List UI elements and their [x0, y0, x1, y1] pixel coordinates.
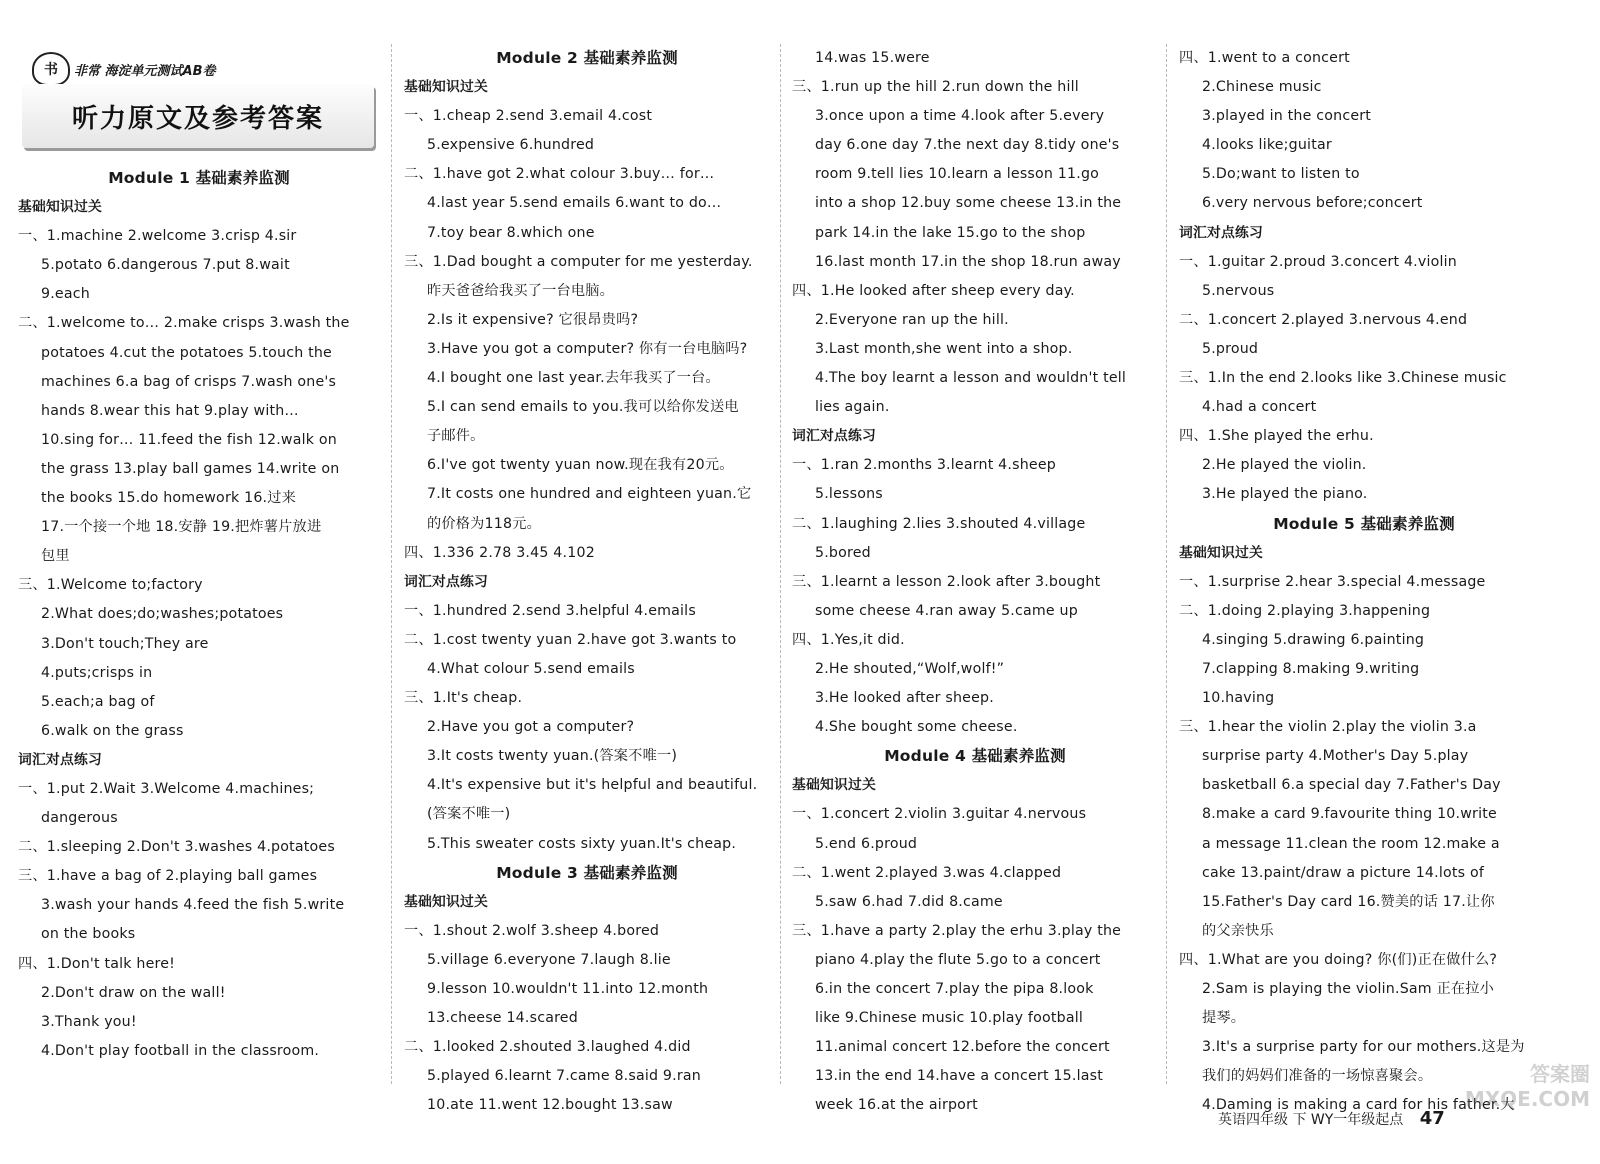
- answer-line: 一、1.ran 2.months 3.learnt 4.sheep: [792, 457, 1056, 474]
- answer-line: 5.lessons: [815, 486, 883, 503]
- answer-line: 5.played 6.learnt 7.came 8.said 9.ran: [427, 1068, 701, 1085]
- section-heading: 基础知识过关: [18, 199, 102, 216]
- answer-line: 4.She bought some cheese.: [815, 719, 1018, 736]
- answer-line: 11.animal concert 12.before the concert: [815, 1039, 1110, 1056]
- answer-line: 3.He looked after sheep.: [815, 690, 994, 707]
- answer-line: 2.Is it expensive? 它很昂贵吗?: [427, 311, 639, 328]
- answer-line: 4.I bought one last year.去年我买了一台。: [427, 370, 720, 387]
- answer-line: 一、1.hundred 2.send 3.helpful 4.emails: [404, 602, 696, 619]
- answer-line: 三、1.have a bag of 2.playing ball games: [18, 868, 318, 885]
- answer-line: hands 8.wear this hat 9.play with…: [41, 402, 299, 419]
- answer-line: 2.He played the violin.: [1202, 457, 1367, 474]
- answer-line: 二、1.looked 2.shouted 3.laughed 4.did: [404, 1039, 691, 1056]
- answer-line: some cheese 4.ran away 5.came up: [815, 602, 1078, 619]
- answer-line: 二、1.welcome to… 2.make crisps 3.wash the: [18, 315, 350, 332]
- module-heading: Module 1 基础素养监测: [108, 169, 290, 187]
- answer-line: the grass 13.play ball games 14.write on: [41, 460, 340, 477]
- answer-line: 二、1.went 2.played 3.was 4.clapped: [792, 864, 1062, 881]
- answer-line: 三、1.learnt a lesson 2.look after 3.bought: [792, 573, 1101, 590]
- answer-line: 四、1.He looked after sheep every day.: [792, 282, 1075, 299]
- section-heading: 基础知识过关: [1179, 544, 1263, 561]
- answer-line: potatoes 4.cut the potatoes 5.touch the: [41, 344, 332, 361]
- answer-line: 16.last month 17.in the shop 18.run away: [815, 253, 1121, 270]
- answer-line: 10.having: [1202, 690, 1275, 707]
- answer-line: 6.in the concert 7.play the pipa 8.look: [815, 981, 1094, 997]
- answer-line: 四、1.Don't talk here!: [18, 955, 176, 972]
- answer-line: 一、1.guitar 2.proud 3.concert 4.violin: [1179, 253, 1457, 270]
- answer-line: 3.Have you got a computer? 你有一台电脑吗?: [427, 340, 748, 357]
- answer-line: 四、1.336 2.78 3.45 4.102: [404, 544, 595, 561]
- answer-line: 4.Don't play football in the classroom.: [41, 1042, 320, 1059]
- answer-line: 10.sing for… 11.feed the fish 12.walk on: [41, 431, 337, 448]
- answer-line: 一、1.machine 2.welcome 3.crisp 4.sir: [18, 228, 297, 245]
- answer-line: 2.Don't draw on the wall!: [41, 984, 226, 1001]
- section-heading: 基础知识过关: [404, 79, 488, 96]
- answer-line: 4.Daming is making a card for his father.大: [1202, 1097, 1515, 1114]
- answer-line: day 6.one day 7.the next day 8.tidy one's: [815, 137, 1120, 154]
- answer-line: 2.Have you got a computer?: [427, 719, 635, 736]
- answer-line: (答案不唯一): [427, 806, 511, 823]
- answer-line: 3.It costs twenty yuan.(答案不唯一): [427, 748, 678, 765]
- page-footer: [1218, 1108, 1445, 1129]
- page-header: [18, 44, 378, 158]
- answer-line: park 14.in the lake 15.go to the shop: [815, 224, 1086, 241]
- answer-line: 4.last year 5.send emails 6.want to do…: [427, 195, 722, 212]
- answer-line: the books 15.do homework 16.过来: [41, 490, 297, 507]
- answer-line: 3.once upon a time 4.look after 5.every: [815, 108, 1105, 125]
- answer-line: 5.each;a bag of: [41, 693, 155, 710]
- watermark: 答案圈 MXQE.COM: [1464, 1062, 1590, 1111]
- answer-line: 一、1.put 2.Wait 3.Welcome 4.machines;: [18, 780, 315, 797]
- section-heading: 词汇对点练习: [792, 428, 876, 445]
- answer-line: 5.potato 6.dangerous 7.put 8.wait: [41, 257, 290, 274]
- answer-line: 6.I've got twenty yuan now.现在我有20元。: [427, 457, 734, 474]
- answer-line: 17.一个接一个地 18.安静 19.把炸薯片放进: [41, 519, 322, 536]
- section-heading: 基础知识过关: [404, 893, 488, 910]
- answer-line: 2.He shouted,“Wolf,wolf!”: [815, 660, 1005, 677]
- answer-line: 13.in the end 14.have a concert 15.last: [815, 1068, 1103, 1085]
- answer-line: 4.singing 5.drawing 6.painting: [1202, 631, 1425, 648]
- answer-line: 3.played in the concert: [1202, 108, 1372, 125]
- answer-line: 一、1.surprise 2.hear 3.special 4.message: [1179, 573, 1486, 590]
- answer-line: 四、1.Yes,it did.: [792, 631, 905, 648]
- answer-line: 6.very nervous before;concert: [1202, 195, 1423, 212]
- answer-line: 3.He played the piano.: [1202, 486, 1368, 503]
- answer-line: 三、1.It's cheap.: [404, 690, 523, 707]
- answer-line: 3.Don't touch;They are: [41, 635, 209, 652]
- answer-line: 包里: [41, 548, 70, 565]
- answer-line: 二、1.cost twenty yuan 2.have got 3.wants to: [404, 631, 737, 648]
- answer-line: 3.It's a surprise party for our mothers.这是为: [1202, 1039, 1525, 1056]
- answer-line: 的价格为118元。: [427, 515, 542, 532]
- answer-line: 7.It costs one hundred and eighteen yuan.它: [427, 486, 752, 503]
- section-heading: 词汇对点练习: [18, 751, 102, 768]
- answer-line: 5.village 6.everyone 7.laugh 8.lie: [427, 951, 671, 968]
- answer-line: lies again.: [815, 399, 890, 416]
- answer-line: 三、1.Dad bought a computer for me yesterday.: [404, 253, 753, 270]
- answer-line: 10.ate 11.went 12.bought 13.saw: [427, 1097, 673, 1114]
- answer-line: 的父亲快乐: [1202, 922, 1274, 939]
- answer-line: 三、1.Welcome to;factory: [18, 577, 203, 594]
- answer-line: 8.make a card 9.favourite thing 10.write: [1202, 806, 1497, 823]
- answer-line: machines 6.a bag of crisps 7.wash one's: [41, 373, 337, 390]
- answer-line: 6.walk on the grass: [41, 722, 184, 739]
- answer-line: 5.proud: [1202, 340, 1259, 357]
- answer-line: 4.What colour 5.send emails: [427, 660, 635, 677]
- answer-line: 5.expensive 6.hundred: [427, 137, 595, 154]
- answer-line: 5.saw 6.had 7.did 8.came: [815, 893, 1003, 910]
- answer-line: cake 13.paint/draw a picture 14.lots of: [1202, 864, 1485, 881]
- answer-line: 三、1.have a party 2.play the erhu 3.play the: [792, 922, 1122, 939]
- answer-line: 二、1.laughing 2.lies 3.shouted 4.village: [792, 515, 1086, 532]
- answer-line: surprise party 4.Mother's Day 5.play: [1202, 748, 1469, 765]
- answer-line: 2.Everyone ran up the hill.: [815, 311, 1009, 328]
- answer-line: 4.It's expensive but it's helpful and beautiful.: [427, 777, 758, 794]
- answer-line: 5.end 6.proud: [815, 835, 918, 852]
- column-divider: [1166, 44, 1167, 1084]
- answer-line: 5.bored: [815, 544, 871, 561]
- answer-line: 9.each: [41, 286, 90, 303]
- answer-line: like 9.Chinese music 10.play football: [815, 1010, 1084, 1027]
- page-number: 47: [1419, 1108, 1445, 1129]
- logo-badge-icon: 书: [32, 52, 70, 86]
- answer-line: 提琴。: [1202, 1010, 1246, 1027]
- answer-line: 5.I can send emails to you.我可以给你发送电: [427, 399, 739, 416]
- answer-line: 14.was 15.were: [815, 50, 930, 66]
- answer-column-3: [792, 44, 1158, 1114]
- answer-line: 9.lesson 10.wouldn't 11.into 12.month: [427, 981, 709, 997]
- column-divider: [780, 44, 781, 1084]
- module-heading: Module 2 基础素养监测: [496, 49, 678, 67]
- answer-line: 4.puts;crisps in: [41, 664, 153, 681]
- answer-line: 二、1.doing 2.playing 3.happening: [1179, 602, 1431, 619]
- answer-line: 三、1.hear the violin 2.play the violin 3.a: [1179, 719, 1477, 736]
- answer-line: 二、1.concert 2.played 3.nervous 4.end: [1179, 311, 1468, 328]
- answer-line: 15.Father's Day card 16.赞美的话 17.让你: [1202, 893, 1495, 910]
- answer-line: 四、1.went to a concert: [1179, 50, 1350, 66]
- answer-line: 5.nervous: [1202, 282, 1275, 299]
- answer-line: 二、1.have got 2.what colour 3.buy… for…: [404, 166, 715, 183]
- module-heading: Module 4 基础素养监测: [884, 747, 1066, 766]
- answer-line: 4.had a concert: [1202, 399, 1317, 416]
- section-heading: 词汇对点练习: [1179, 224, 1263, 241]
- answer-line: 13.cheese 14.scared: [427, 1010, 578, 1027]
- answer-line: dangerous: [41, 810, 118, 827]
- answer-line: week 16.at the airport: [815, 1097, 978, 1114]
- answer-line: 2.What does;do;washes;potatoes: [41, 606, 284, 623]
- answer-line: 5.Do;want to listen to: [1202, 166, 1360, 183]
- answer-line: 3.wash your hands 4.feed the fish 5.write: [41, 897, 345, 914]
- section-heading: 词汇对点练习: [404, 573, 488, 590]
- answer-column-4: [1179, 44, 1549, 1114]
- answer-line: 7.clapping 8.making 9.writing: [1202, 660, 1420, 677]
- module-heading: Module 5 基础素养监测: [1273, 514, 1455, 533]
- answer-line: room 9.tell lies 10.learn a lesson 11.go: [815, 166, 1100, 183]
- subject-label: 英语四年级 下 WY一年级起点: [1218, 1112, 1404, 1128]
- answer-line: on the books: [41, 926, 136, 943]
- answer-line: 三、1.In the end 2.looks like 3.Chinese music: [1179, 370, 1507, 387]
- answer-line: 4.looks like;guitar: [1202, 137, 1332, 154]
- answer-line: 一、1.cheap 2.send 3.email 4.cost: [404, 108, 653, 125]
- brand-name: 非常 海淀单元测试AB卷: [74, 63, 216, 79]
- answer-line: 一、1.concert 2.violin 3.guitar 4.nervous: [792, 806, 1087, 823]
- answer-column-1: [18, 164, 380, 1096]
- answer-line: 三、1.run up the hill 2.run down the hill: [792, 79, 1079, 96]
- section-heading: 基础知识过关: [792, 777, 876, 794]
- answer-line: 5.This sweater costs sixty yuan.It's cheap.: [427, 835, 737, 852]
- answer-line: piano 4.play the flute 5.go to a concert: [815, 951, 1101, 968]
- page-title: 听力原文及参考答案: [22, 84, 374, 148]
- answer-line: a message 11.clean the room 12.make a: [1202, 835, 1500, 852]
- answer-line: 3.Last month,she went into a shop.: [815, 340, 1073, 357]
- answer-column-2: [404, 44, 770, 1114]
- answer-line: 3.Thank you!: [41, 1013, 137, 1030]
- answer-line: into a shop 12.buy some cheese 13.in the: [815, 195, 1122, 212]
- answer-line: 2.Chinese music: [1202, 79, 1322, 96]
- answer-line: 昨天爸爸给我买了一台电脑。: [427, 282, 615, 299]
- answer-line: basketball 6.a special day 7.Father's Day: [1202, 777, 1501, 794]
- answer-line: 四、1.What are you doing? 你(们)正在做什么?: [1179, 951, 1498, 968]
- answer-line: 我们的妈妈们准备的一场惊喜聚会。: [1202, 1068, 1433, 1085]
- answer-line: 子邮件。: [427, 428, 485, 445]
- answer-line: 二、1.sleeping 2.Don't 3.washes 4.potatoes: [18, 839, 335, 856]
- module-heading: Module 3 基础素养监测: [496, 863, 678, 882]
- brand-logo: [32, 52, 216, 86]
- answer-line: 7.toy bear 8.which one: [427, 224, 595, 241]
- answer-line: 2.Sam is playing the violin.Sam 正在拉小: [1202, 981, 1495, 997]
- answer-line: 四、1.She played the erhu.: [1179, 428, 1374, 445]
- column-divider: [391, 44, 392, 1084]
- answer-line: 一、1.shout 2.wolf 3.sheep 4.bored: [404, 922, 660, 939]
- answer-line: 4.The boy learnt a lesson and wouldn't tell: [815, 370, 1127, 387]
